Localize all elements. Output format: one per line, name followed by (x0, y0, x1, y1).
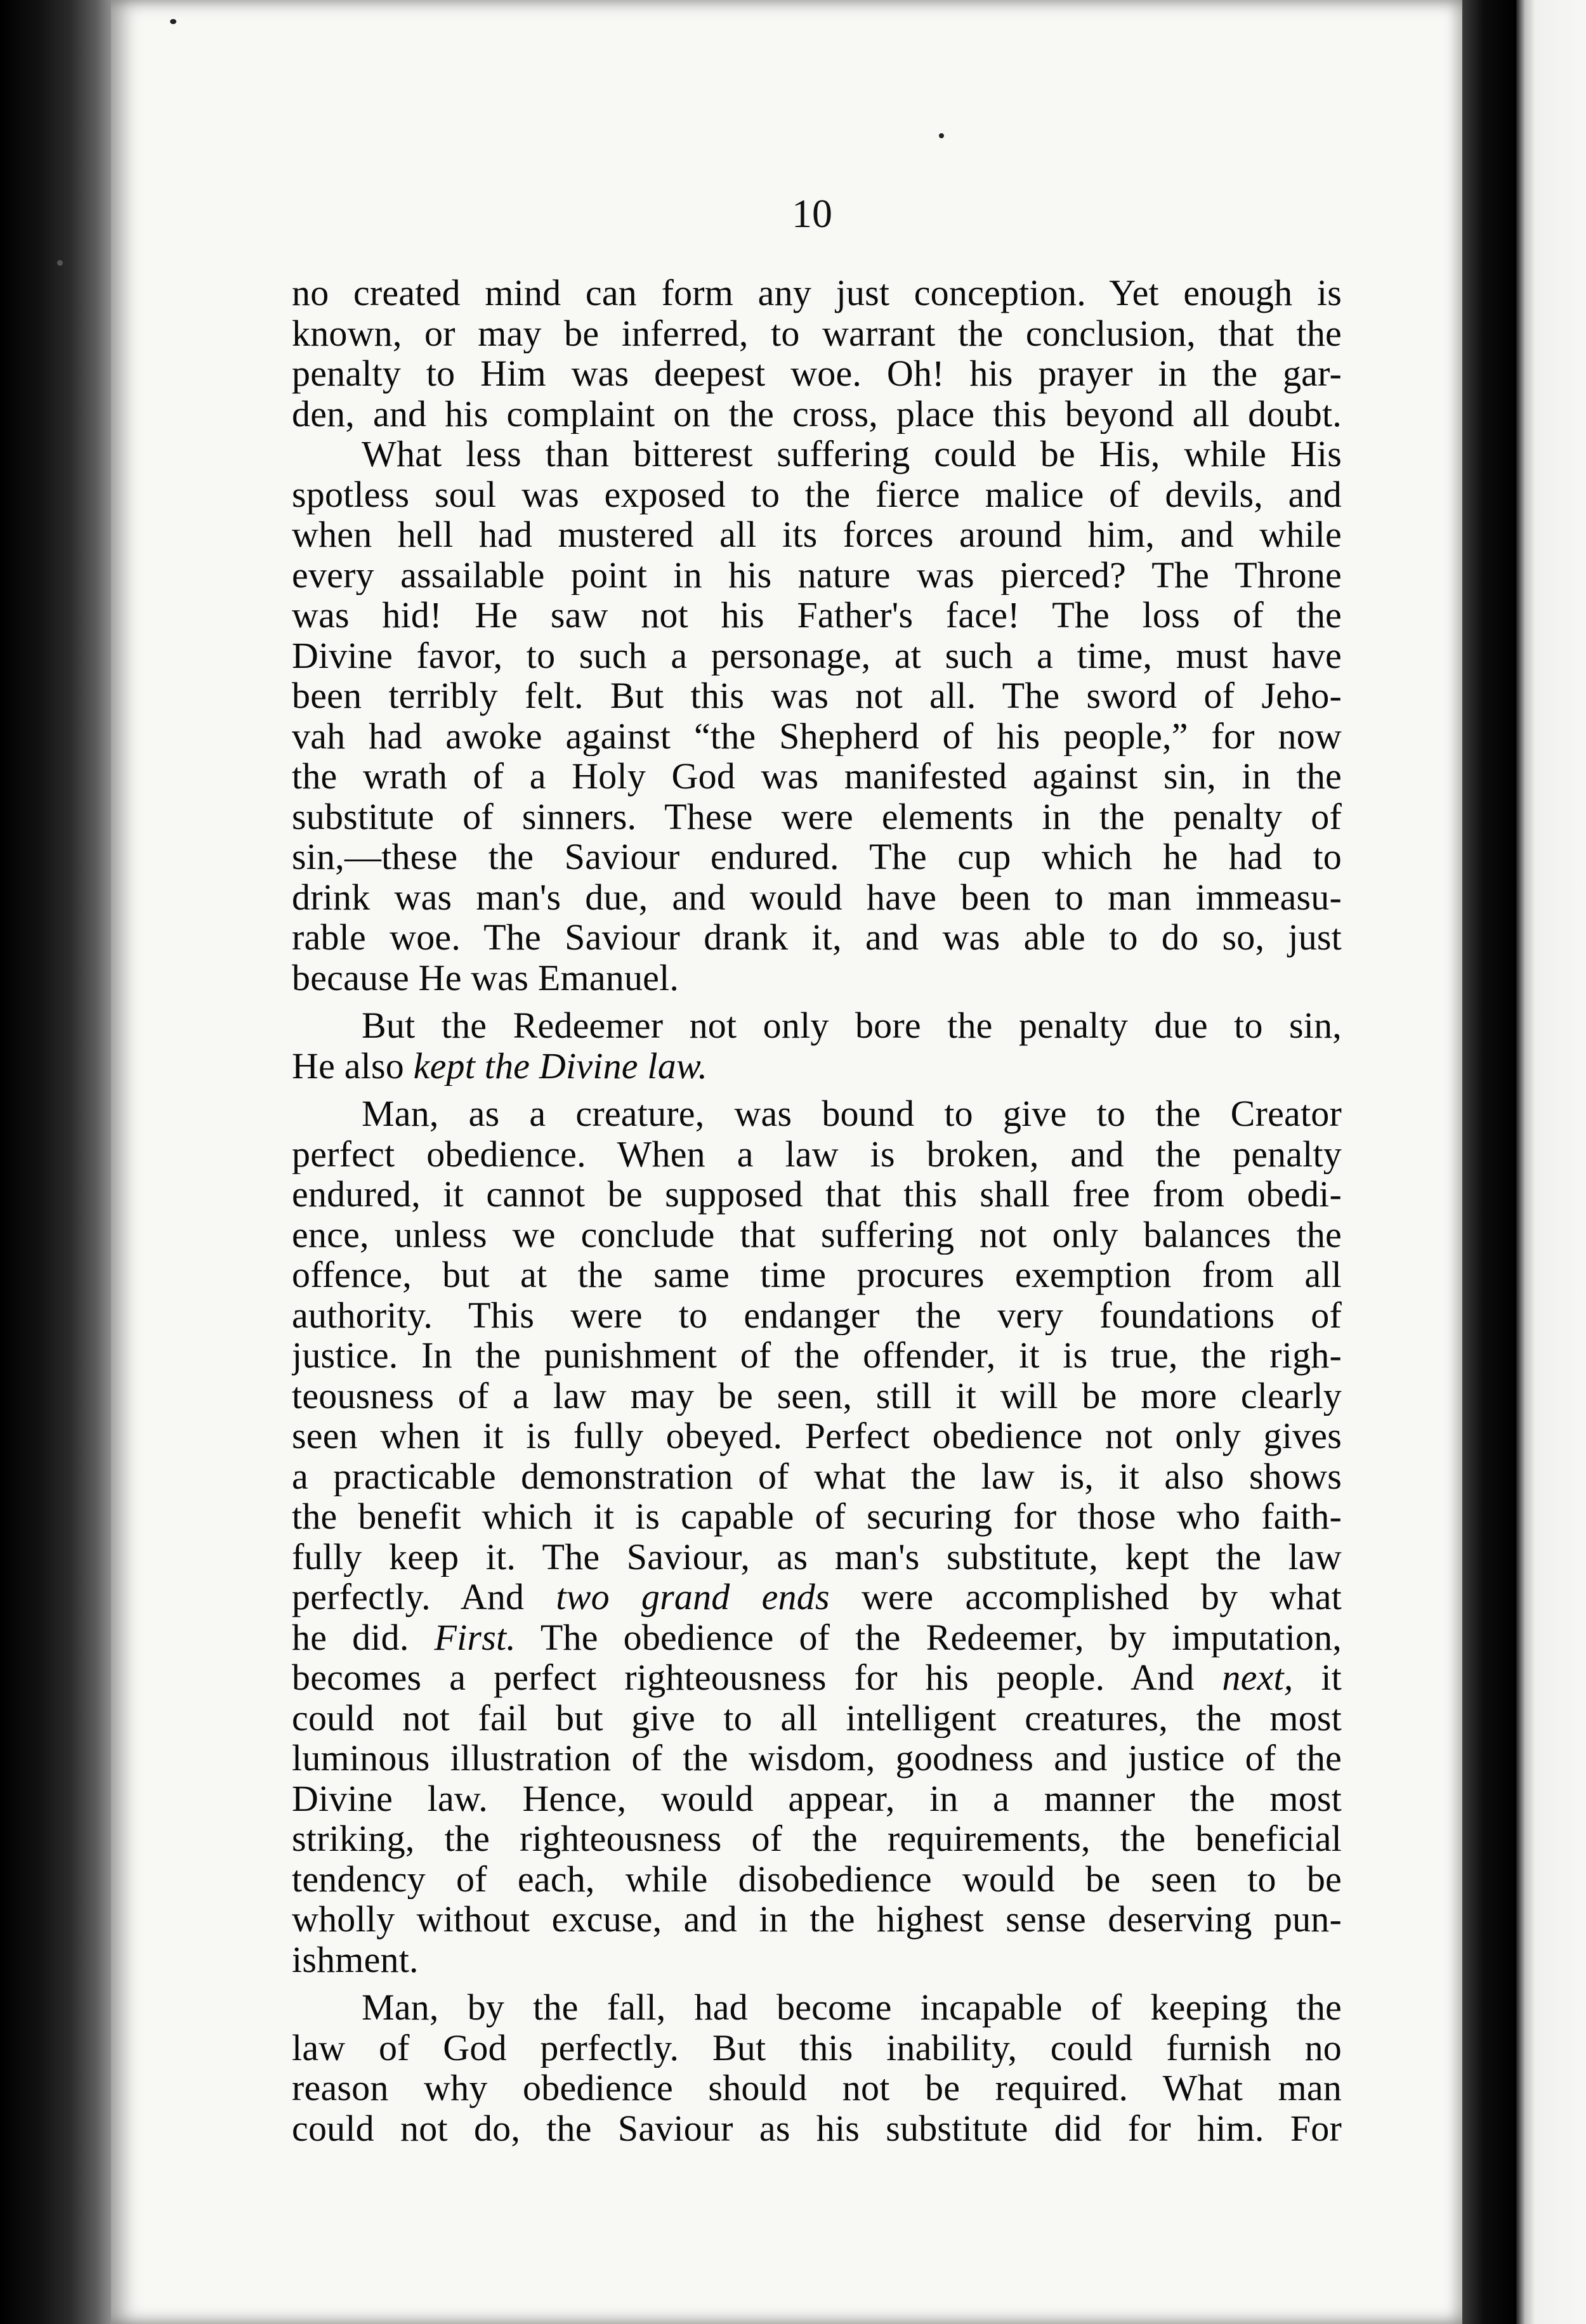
text-run: known, or may be inferred, to warrant the conclusion, that the (292, 313, 1342, 353)
text-run: drink was man's due, and would have been to man immeasu- (292, 877, 1342, 917)
text-line (292, 1376, 1342, 1416)
text-run: could not fail but give to all intelligent creatures, the most (292, 1697, 1342, 1738)
text-run: the wrath of a Holy God was manifested against sin, in the (292, 756, 1342, 797)
text-run: offence, but at the same time procures exemption from all (292, 1255, 1342, 1295)
italic-run: next, (1222, 1657, 1294, 1698)
text-line (292, 1940, 1342, 1980)
text-run: fully keep it. The Saviour, as man's substitute, kept the law (292, 1536, 1342, 1577)
text-run: perfect obedience. When a law is broken, and the penalty (292, 1133, 1342, 1174)
text-line (292, 1698, 1342, 1739)
text-run: den, and his complaint on the cross, place this beyond all doubt. (292, 393, 1342, 434)
text-run: endured, it cannot be supposed that this shall free from obedi- (292, 1174, 1342, 1215)
text-line (292, 797, 1342, 837)
text-run: luminous illustration of the wisdom, goodness and justice of the (292, 1738, 1342, 1779)
text-run: substitute of sinners. These were elements in the penalty of (292, 796, 1342, 837)
text-run: the benefit which it is capable of securing for those who faith- (292, 1496, 1342, 1537)
text-line (292, 1416, 1342, 1456)
text-run: because He was Emanuel. (292, 957, 679, 998)
text-line (292, 1577, 1342, 1617)
text-run: But the Redeemer not only bore the penalty due to sin, (362, 1005, 1342, 1046)
text-run: rable woe. The Saviour drank it, and was able to do so, just (292, 917, 1342, 958)
text-run: seen when it is fully obeyed. Perfect obedience not only gives (292, 1416, 1342, 1456)
left-scan-edge (0, 0, 111, 2324)
text-line (292, 716, 1342, 757)
italic-run: two grand ends (556, 1577, 830, 1617)
text-line (292, 1255, 1342, 1295)
text-line (292, 1215, 1342, 1255)
text-line (292, 1046, 1342, 1087)
text-line (292, 555, 1342, 596)
text-line (292, 1899, 1342, 1940)
text-run: justice. In the punishment of the offender, it is true, the righ- (292, 1335, 1342, 1376)
text-line (292, 1134, 1342, 1175)
text-run: penalty to Him was deepest woe. Oh! his prayer in the gar- (292, 353, 1342, 394)
text-line (292, 837, 1342, 877)
text-line (292, 1617, 1342, 1658)
text-run: teousness of a law may be seen, still it will be more clearly (292, 1375, 1342, 1416)
text-run: could not do, the Saviour as his substitute did for him. For (292, 2108, 1342, 2148)
paragraph-gap (292, 1980, 1342, 1987)
text-run: perfectly. And (292, 1577, 556, 1617)
text-line (292, 676, 1342, 716)
text-run: striking, the righteousness of the requirements, the beneficial (292, 1818, 1342, 1859)
text-line (292, 1987, 1342, 2028)
text-run: when hell had mustered all its forces around him, and while (292, 514, 1342, 555)
page-number: 10 (792, 191, 832, 236)
text-run: ence, unless we conclude that suffering not only balances the (292, 1214, 1342, 1255)
text-run: law of God perfectly. But this inability, could furnish no (292, 2027, 1342, 2068)
text-line (292, 2028, 1342, 2068)
text-run: was hid! He saw not his Father's face! The loss of the (292, 595, 1342, 636)
text-line (292, 474, 1342, 515)
text-run: Man, by the fall, had become incapable of keeping the (362, 1987, 1342, 2028)
text-run: wholly without excuse, and in the highest sense deserving pun- (292, 1899, 1342, 1940)
text-run: every assailable point in his nature was pierced? The Throne (292, 554, 1342, 595)
text-line (292, 1657, 1342, 1698)
text-run: were accomplished by what (829, 1577, 1342, 1617)
text-line (292, 2108, 1342, 2149)
text-line (292, 1005, 1342, 1046)
text-line (292, 958, 1342, 998)
text-line (292, 877, 1342, 918)
text-line (292, 434, 1342, 474)
text-run: The obedience of the Redeemer, by imputation, (515, 1617, 1342, 1657)
text-run: tendency of each, while disobedience would be seen to be (292, 1858, 1342, 1899)
text-line (292, 917, 1342, 958)
scan-speck (939, 133, 944, 138)
paragraph-gap (292, 1086, 1342, 1093)
text-run: ishment. (292, 1939, 419, 1980)
text-line (292, 1295, 1342, 1336)
text-line (292, 2068, 1342, 2108)
facing-page-edge (1516, 0, 1586, 2324)
text-line (292, 1456, 1342, 1497)
italic-run: First. (434, 1617, 516, 1657)
text-run: authority. This were to endanger the very foundations of (292, 1295, 1342, 1335)
text-line (292, 1859, 1342, 1900)
italic-run: kept the Divine law. (413, 1045, 708, 1086)
paragraph-gap (292, 998, 1342, 1005)
text-line (292, 394, 1342, 434)
text-run: reason why obedience should not be required. What man (292, 2068, 1342, 2108)
scan-speck (170, 19, 176, 24)
text-line (292, 1537, 1342, 1577)
text-run: Divine favor, to such a personage, at such a time, must have (292, 635, 1342, 676)
text-line (292, 1496, 1342, 1537)
text-line (292, 1174, 1342, 1215)
body-text (292, 273, 1342, 2148)
text-line (292, 353, 1342, 394)
text-run: He also (292, 1045, 414, 1086)
scan-speck (57, 260, 63, 266)
text-run: no created mind can form any just conception. Yet enough is (292, 273, 1342, 313)
text-line (292, 1779, 1342, 1819)
text-line (292, 313, 1342, 354)
text-run: vah had awoke against “the Shepherd of his people,” for now (292, 715, 1342, 756)
book-gutter (1462, 0, 1516, 2324)
text-run: sin,—these the Saviour endured. The cup which he had to (292, 837, 1342, 877)
text-run: Divine law. Hence, would appear, in a manner the most (292, 1778, 1342, 1818)
text-line (292, 595, 1342, 636)
text-line (292, 514, 1342, 555)
text-line (292, 756, 1342, 797)
text-run: spotless soul was exposed to the fierce malice of devils, and (292, 474, 1342, 514)
text-line (292, 273, 1342, 313)
text-line (292, 636, 1342, 676)
text-run: a practicable demonstration of what the law is, it also shows (292, 1456, 1342, 1496)
text-line (292, 1093, 1342, 1134)
text-line (292, 1738, 1342, 1779)
text-run: becomes a perfect righteousness for his people. And (292, 1657, 1222, 1698)
text-line (292, 1818, 1342, 1859)
text-run: he did. (292, 1617, 435, 1657)
text-run: been terribly felt. But this was not all. The sword of Jeho- (292, 676, 1342, 716)
text-run: Man, as a creature, was bound to give to the Creator (362, 1093, 1342, 1134)
text-run: it (1293, 1657, 1342, 1698)
text-run: What less than bitterest suffering could be His, while His (362, 434, 1342, 474)
text-line (292, 1335, 1342, 1376)
